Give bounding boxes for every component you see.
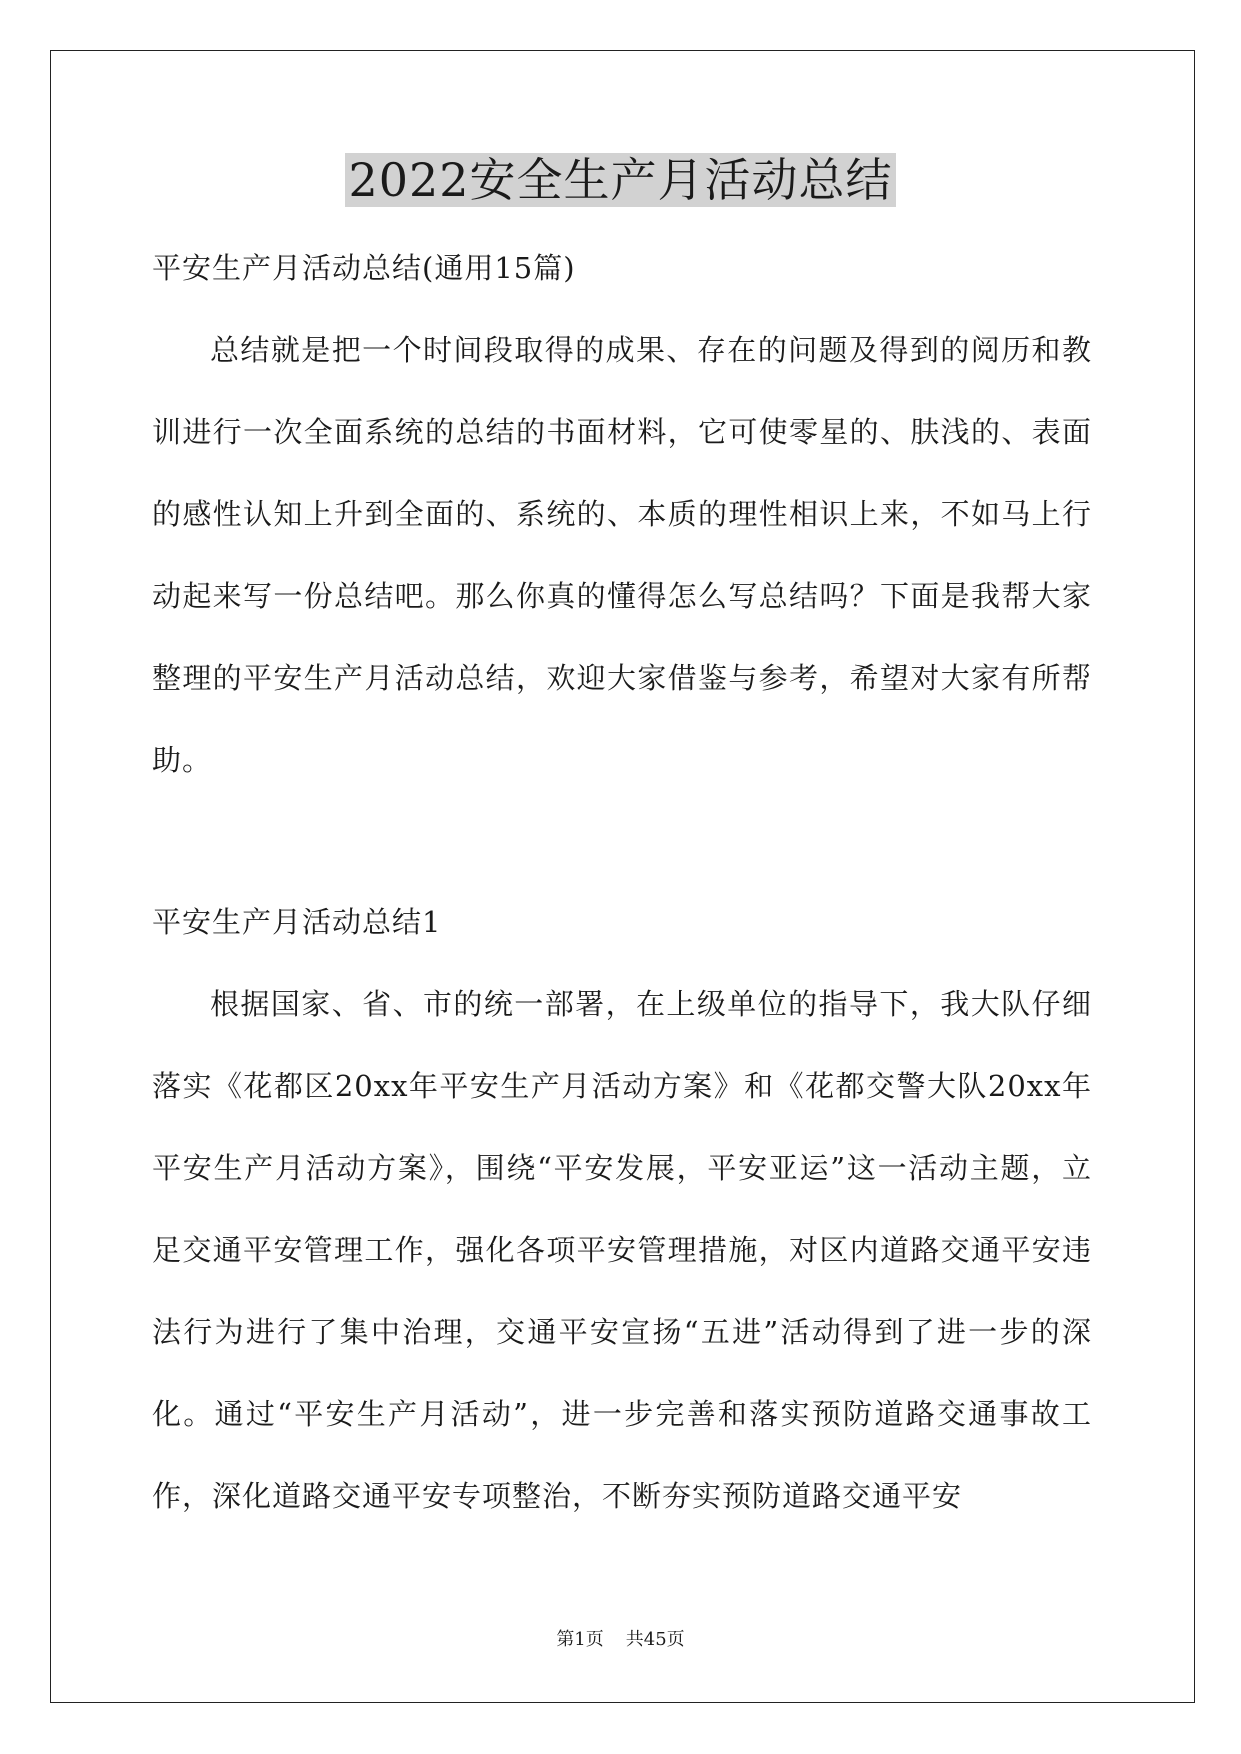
document-subtitle: 平安生产月活动总结(通用15篇) (152, 251, 576, 285)
section-paragraph: 根据国家、省、市的统一部署，在上级单位的指导下，我大队仔细落实《花都区20xx年平安生产月活动方案》和《花都交警大队20xx年平安生产月活动方案》，围绕“平安发展，平安亚运”这一活动主题，立足交通平安管理工作，强化各项平安管理措施，对区内道路交通平安违法行为进行了集中治理，交通平安宣扬“五进”活动得到了进一步的深化。通过“平安生产月活动”，进一步完善和落实预防道路交通事故工作，深化道路交通平安专项整治，不断夯实预防道路交通平安 (152, 987, 1092, 1513)
intro-paragraph: 总结就是把一个时间段取得的成果、存在的问题及得到的阅历和教训进行一次全面系统的总结的书面材料，它可使零星的、肤浅的、表面的感性认知上升到全面的、系统的、本质的理性相识上来，不如马上行动起来写一份总结吧。那么你真的懂得怎么写总结吗？下面是我帮大家整理的平安生产月活动总结，欢迎大家借鉴与参考，希望对大家有所帮助。 (152, 333, 1092, 777)
page-total: 共45页 (625, 1629, 685, 1650)
section-heading: 平安生产月活动总结1 (152, 905, 442, 939)
document-body (152, 227, 1092, 1537)
page-number: 第1页 (556, 1629, 604, 1650)
page-footer (0, 1628, 1241, 1652)
document-title-text: 2022安全生产月活动总结 (345, 153, 895, 207)
document-title (0, 150, 1241, 210)
paragraph-spacer (152, 801, 1092, 881)
